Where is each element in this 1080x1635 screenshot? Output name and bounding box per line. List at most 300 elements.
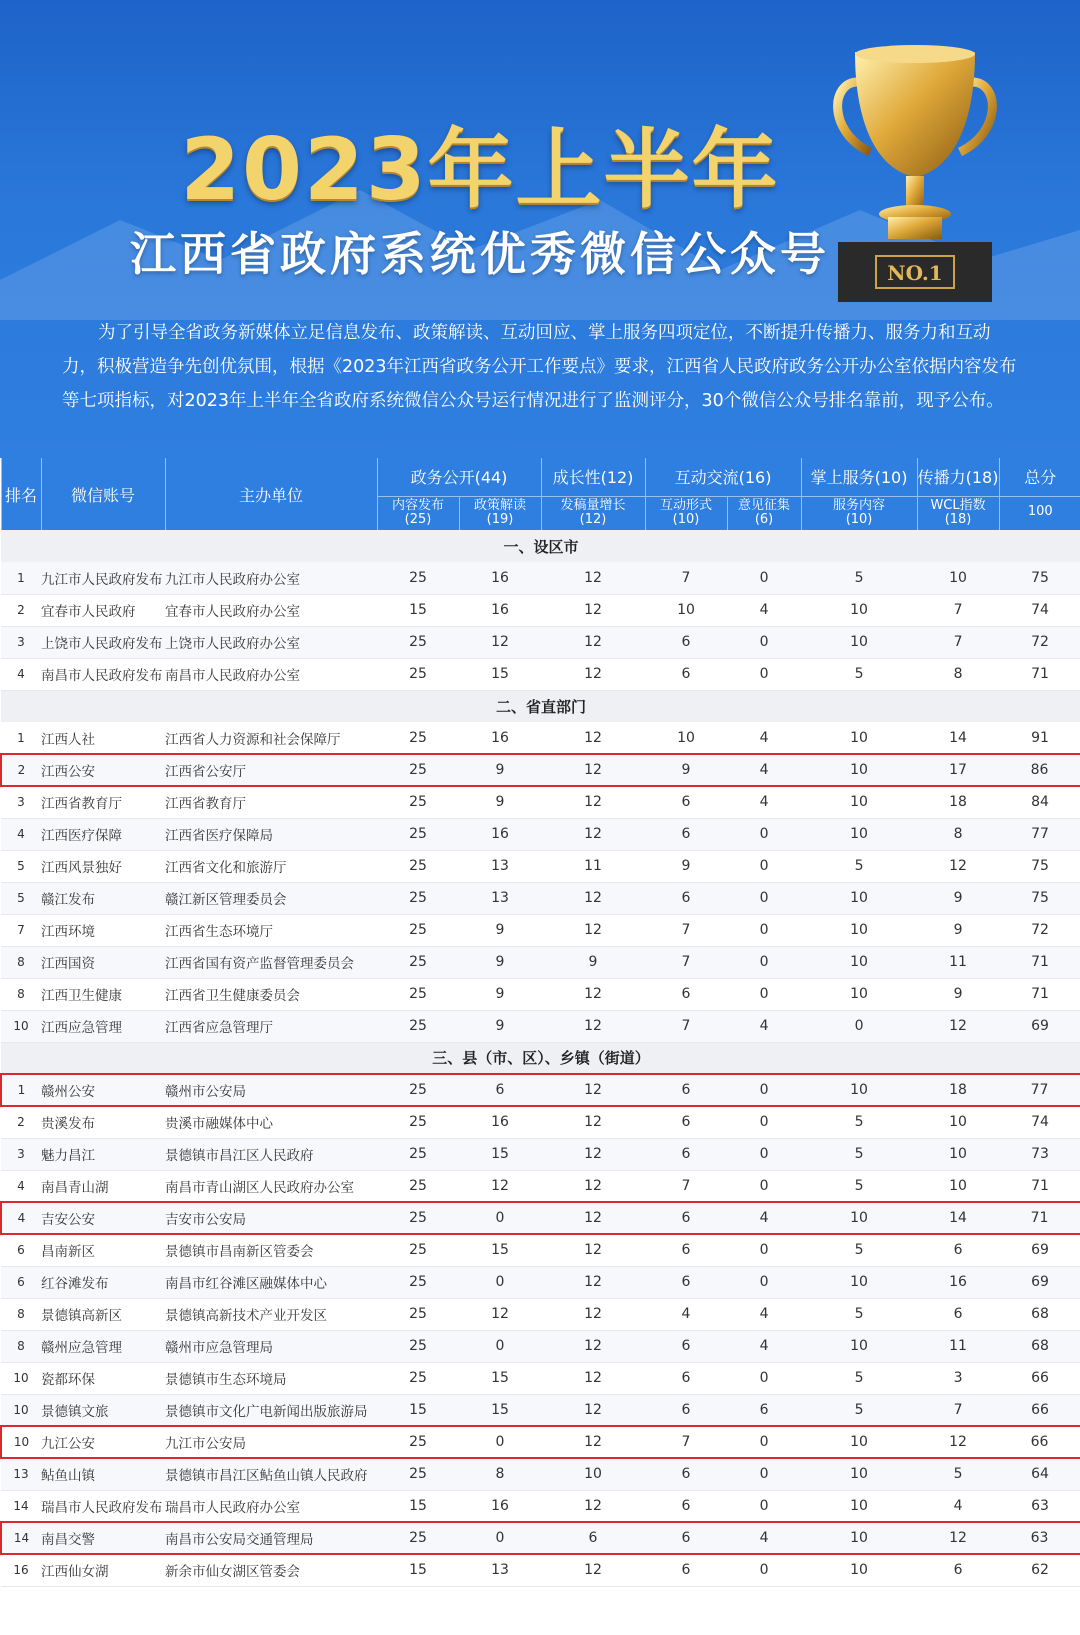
score-cell: 0 xyxy=(727,1106,801,1138)
org-cell: 江西省文化和旅游厅 xyxy=(165,850,377,882)
score-cell: 6 xyxy=(645,818,727,850)
header-group-total: 总分 xyxy=(999,458,1080,496)
score-cell: 10 xyxy=(801,786,917,818)
section-row xyxy=(1,530,1080,562)
score-cell: 25 xyxy=(377,1362,459,1394)
score-cell: 12 xyxy=(541,1138,645,1170)
score-cell: 25 xyxy=(377,1330,459,1362)
score-cell: 7 xyxy=(645,562,727,594)
section-row xyxy=(1,1042,1080,1074)
account-cell: 瑞昌市人民政府发布 xyxy=(41,1490,165,1522)
score-cell: 6 xyxy=(459,1074,541,1106)
score-cell: 12 xyxy=(541,722,645,754)
score-cell: 15 xyxy=(377,594,459,626)
org-cell: 南昌市公安局交通管理局 xyxy=(165,1522,377,1554)
score-cell: 12 xyxy=(541,562,645,594)
score-cell: 7 xyxy=(645,946,727,978)
score-cell: 0 xyxy=(727,1554,801,1586)
table-row xyxy=(1,1362,1080,1394)
score-cell: 11 xyxy=(917,946,999,978)
score-cell: 69 xyxy=(999,1266,1080,1298)
rank-cell: 10 xyxy=(1,1362,41,1394)
score-cell: 25 xyxy=(377,1266,459,1298)
table-row xyxy=(1,1234,1080,1266)
org-cell: 南昌市红谷滩区融媒体中心 xyxy=(165,1266,377,1298)
score-cell: 12 xyxy=(917,1426,999,1458)
score-cell: 12 xyxy=(541,1074,645,1106)
account-cell: 景德镇文旅 xyxy=(41,1394,165,1426)
score-cell: 10 xyxy=(801,1522,917,1554)
score-cell: 10 xyxy=(801,1330,917,1362)
score-cell: 6 xyxy=(645,882,727,914)
score-cell: 6 xyxy=(645,1138,727,1170)
score-cell: 91 xyxy=(999,722,1080,754)
org-cell: 南昌市青山湖区人民政府办公室 xyxy=(165,1170,377,1202)
score-cell: 16 xyxy=(459,562,541,594)
org-cell: 景德镇市昌江区人民政府 xyxy=(165,1138,377,1170)
table-row-highlighted xyxy=(1,1074,1080,1106)
org-cell: 景德镇市昌南新区管委会 xyxy=(165,1234,377,1266)
score-cell: 9 xyxy=(459,978,541,1010)
table-row xyxy=(1,1330,1080,1362)
score-cell: 6 xyxy=(645,658,727,690)
score-cell: 6 xyxy=(917,1234,999,1266)
score-cell: 12 xyxy=(541,882,645,914)
score-cell: 5 xyxy=(801,1170,917,1202)
org-cell: 新余市仙女湖区管委会 xyxy=(165,1554,377,1586)
account-cell: 魅力昌江 xyxy=(41,1138,165,1170)
account-cell: 江西省教育厅 xyxy=(41,786,165,818)
score-cell: 12 xyxy=(541,594,645,626)
header-group-growth: 成长性(12) xyxy=(541,458,645,496)
score-cell: 12 xyxy=(541,1266,645,1298)
score-cell: 12 xyxy=(541,1010,645,1042)
section-title: 一、设区市 xyxy=(1,530,1080,562)
score-cell: 25 xyxy=(377,1426,459,1458)
score-cell: 66 xyxy=(999,1362,1080,1394)
score-cell: 69 xyxy=(999,1234,1080,1266)
header-total: 100 xyxy=(999,496,1080,530)
score-cell: 9 xyxy=(917,914,999,946)
score-cell: 16 xyxy=(917,1266,999,1298)
score-cell: 5 xyxy=(801,1298,917,1330)
score-cell: 4 xyxy=(645,1298,727,1330)
rank-cell: 5 xyxy=(1,850,41,882)
rank-cell: 5 xyxy=(1,882,41,914)
table-row xyxy=(1,1490,1080,1522)
org-cell: 贵溪市融媒体中心 xyxy=(165,1106,377,1138)
org-cell: 江西省公安厅 xyxy=(165,754,377,786)
rank-cell: 14 xyxy=(1,1490,41,1522)
score-cell: 6 xyxy=(645,786,727,818)
score-cell: 6 xyxy=(645,1554,727,1586)
score-cell: 5 xyxy=(801,1362,917,1394)
score-cell: 5 xyxy=(801,1394,917,1426)
account-cell: 江西环境 xyxy=(41,914,165,946)
account-cell: 江西仙女湖 xyxy=(41,1554,165,1586)
table-row-highlighted xyxy=(1,754,1080,786)
score-cell: 68 xyxy=(999,1330,1080,1362)
table-row xyxy=(1,1266,1080,1298)
rank-cell: 1 xyxy=(1,562,41,594)
table-row xyxy=(1,978,1080,1010)
rank-cell: 1 xyxy=(1,722,41,754)
rank-cell: 4 xyxy=(1,1202,41,1234)
rank-cell: 3 xyxy=(1,786,41,818)
score-cell: 25 xyxy=(377,1234,459,1266)
account-cell: 江西风景独好 xyxy=(41,850,165,882)
rank-cell: 8 xyxy=(1,946,41,978)
score-cell: 63 xyxy=(999,1490,1080,1522)
score-cell: 4 xyxy=(727,1298,801,1330)
table-row xyxy=(1,562,1080,594)
rank-cell: 8 xyxy=(1,1330,41,1362)
score-cell: 10 xyxy=(801,1426,917,1458)
score-cell: 17 xyxy=(917,754,999,786)
account-cell: 赣州应急管理 xyxy=(41,1330,165,1362)
account-cell: 江西卫生健康 xyxy=(41,978,165,1010)
rank-cell: 14 xyxy=(1,1522,41,1554)
score-cell: 10 xyxy=(801,914,917,946)
score-cell: 9 xyxy=(917,978,999,1010)
score-cell: 9 xyxy=(459,786,541,818)
score-cell: 5 xyxy=(801,1138,917,1170)
account-cell: 吉安公安 xyxy=(41,1202,165,1234)
score-cell: 7 xyxy=(917,1394,999,1426)
score-cell: 5 xyxy=(801,658,917,690)
score-cell: 12 xyxy=(459,1298,541,1330)
table-row xyxy=(1,946,1080,978)
score-cell: 10 xyxy=(917,1106,999,1138)
hero-banner xyxy=(0,0,1080,458)
score-cell: 12 xyxy=(459,1170,541,1202)
score-cell: 12 xyxy=(541,914,645,946)
table-row xyxy=(1,722,1080,754)
score-cell: 68 xyxy=(999,1298,1080,1330)
score-cell: 9 xyxy=(645,754,727,786)
score-cell: 6 xyxy=(645,1362,727,1394)
score-cell: 6 xyxy=(645,1202,727,1234)
score-cell: 10 xyxy=(917,1170,999,1202)
score-cell: 15 xyxy=(377,1554,459,1586)
score-cell: 4 xyxy=(727,1330,801,1362)
score-cell: 25 xyxy=(377,786,459,818)
account-cell: 瓷都环保 xyxy=(41,1362,165,1394)
header-opinion: 意见征集 (6) xyxy=(727,496,801,530)
score-cell: 7 xyxy=(917,626,999,658)
rank-cell: 6 xyxy=(1,1266,41,1298)
score-cell: 9 xyxy=(459,946,541,978)
org-cell: 江西省教育厅 xyxy=(165,786,377,818)
score-cell: 4 xyxy=(727,722,801,754)
score-cell: 14 xyxy=(917,722,999,754)
section-title: 三、县（市、区）、乡镇（街道） xyxy=(1,1042,1080,1074)
org-cell: 上饶市人民政府办公室 xyxy=(165,626,377,658)
score-cell: 8 xyxy=(459,1458,541,1490)
header-group-public: 政务公开(44) xyxy=(377,458,541,496)
score-cell: 25 xyxy=(377,722,459,754)
org-cell: 吉安市公安局 xyxy=(165,1202,377,1234)
score-cell: 10 xyxy=(801,626,917,658)
account-cell: 宜春市人民政府 xyxy=(41,594,165,626)
table-row-highlighted xyxy=(1,1522,1080,1554)
score-cell: 0 xyxy=(727,626,801,658)
rank-cell: 8 xyxy=(1,978,41,1010)
score-cell: 4 xyxy=(727,1522,801,1554)
score-cell: 25 xyxy=(377,1138,459,1170)
score-cell: 63 xyxy=(999,1522,1080,1554)
score-cell: 12 xyxy=(541,786,645,818)
score-cell: 0 xyxy=(459,1330,541,1362)
score-cell: 10 xyxy=(801,1266,917,1298)
score-cell: 71 xyxy=(999,1202,1080,1234)
score-cell: 4 xyxy=(727,1202,801,1234)
score-cell: 0 xyxy=(727,658,801,690)
score-cell: 12 xyxy=(541,1106,645,1138)
score-cell: 25 xyxy=(377,1106,459,1138)
score-cell: 25 xyxy=(377,658,459,690)
rank-cell: 3 xyxy=(1,1138,41,1170)
score-cell: 12 xyxy=(541,818,645,850)
score-cell: 9 xyxy=(459,754,541,786)
score-cell: 6 xyxy=(645,1490,727,1522)
header-form: 互动形式 (10) xyxy=(645,496,727,530)
account-cell: 江西人社 xyxy=(41,722,165,754)
score-cell: 0 xyxy=(727,882,801,914)
score-cell: 0 xyxy=(801,1010,917,1042)
score-cell: 10 xyxy=(801,1074,917,1106)
header-group-interact: 互动交流(16) xyxy=(645,458,801,496)
score-cell: 6 xyxy=(645,1234,727,1266)
org-cell: 九江市人民政府办公室 xyxy=(165,562,377,594)
org-cell: 江西省应急管理厅 xyxy=(165,1010,377,1042)
score-cell: 62 xyxy=(999,1554,1080,1586)
score-cell: 25 xyxy=(377,626,459,658)
score-cell: 7 xyxy=(645,1170,727,1202)
score-cell: 4 xyxy=(727,754,801,786)
score-cell: 10 xyxy=(917,1138,999,1170)
score-cell: 10 xyxy=(801,818,917,850)
score-cell: 4 xyxy=(917,1490,999,1522)
account-cell: 南昌市人民政府发布 xyxy=(41,658,165,690)
score-cell: 13 xyxy=(459,1554,541,1586)
trophy-icon xyxy=(820,42,1010,302)
org-cell: 江西省国有资产监督管理委员会 xyxy=(165,946,377,978)
score-cell: 25 xyxy=(377,754,459,786)
table-row xyxy=(1,1010,1080,1042)
table-row xyxy=(1,1106,1080,1138)
score-cell: 12 xyxy=(541,626,645,658)
score-cell: 10 xyxy=(801,1202,917,1234)
score-cell: 0 xyxy=(459,1522,541,1554)
score-cell: 10 xyxy=(645,722,727,754)
rank-cell: 7 xyxy=(1,914,41,946)
score-cell: 25 xyxy=(377,1522,459,1554)
score-cell: 12 xyxy=(541,1234,645,1266)
org-cell: 赣江新区管理委员会 xyxy=(165,882,377,914)
score-cell: 25 xyxy=(377,882,459,914)
account-cell: 景德镇高新区 xyxy=(41,1298,165,1330)
score-cell: 10 xyxy=(801,722,917,754)
rank-cell: 3 xyxy=(1,626,41,658)
score-cell: 12 xyxy=(541,1330,645,1362)
score-cell: 0 xyxy=(727,1234,801,1266)
header-org: 主办单位 xyxy=(165,458,377,530)
account-cell: 江西国资 xyxy=(41,946,165,978)
score-cell: 12 xyxy=(541,754,645,786)
table-row xyxy=(1,1138,1080,1170)
org-cell: 江西省人力资源和社会保障厅 xyxy=(165,722,377,754)
score-cell: 8 xyxy=(917,658,999,690)
header-group-spread: 传播力(18) xyxy=(917,458,999,496)
org-cell: 赣州市公安局 xyxy=(165,1074,377,1106)
account-cell: 江西医疗保障 xyxy=(41,818,165,850)
score-cell: 25 xyxy=(377,850,459,882)
score-cell: 10 xyxy=(801,1554,917,1586)
score-cell: 6 xyxy=(645,978,727,1010)
table-row xyxy=(1,882,1080,914)
score-cell: 77 xyxy=(999,818,1080,850)
account-cell: 南昌青山湖 xyxy=(41,1170,165,1202)
table-row xyxy=(1,1394,1080,1426)
org-cell: 瑞昌市人民政府办公室 xyxy=(165,1490,377,1522)
table-row xyxy=(1,818,1080,850)
score-cell: 12 xyxy=(459,626,541,658)
score-cell: 0 xyxy=(727,1458,801,1490)
score-cell: 18 xyxy=(917,786,999,818)
score-cell: 6 xyxy=(541,1522,645,1554)
score-cell: 25 xyxy=(377,1458,459,1490)
score-cell: 6 xyxy=(645,1522,727,1554)
table-row-highlighted xyxy=(1,1426,1080,1458)
score-cell: 0 xyxy=(727,946,801,978)
score-cell: 12 xyxy=(917,1522,999,1554)
score-cell: 16 xyxy=(459,818,541,850)
score-cell: 9 xyxy=(459,1010,541,1042)
score-cell: 15 xyxy=(459,658,541,690)
score-cell: 0 xyxy=(727,1266,801,1298)
score-cell: 11 xyxy=(917,1330,999,1362)
score-cell: 0 xyxy=(727,1490,801,1522)
account-cell: 上饶市人民政府发布 xyxy=(41,626,165,658)
score-cell: 9 xyxy=(645,850,727,882)
score-cell: 6 xyxy=(727,1394,801,1426)
score-cell: 4 xyxy=(727,594,801,626)
header-growth: 发稿量增长 (12) xyxy=(541,496,645,530)
score-cell: 0 xyxy=(727,1170,801,1202)
score-cell: 69 xyxy=(999,1010,1080,1042)
rank-cell: 16 xyxy=(1,1554,41,1586)
score-cell: 12 xyxy=(541,1170,645,1202)
org-cell: 宜春市人民政府办公室 xyxy=(165,594,377,626)
score-cell: 7 xyxy=(645,1010,727,1042)
score-cell: 25 xyxy=(377,1202,459,1234)
table-row xyxy=(1,594,1080,626)
score-cell: 5 xyxy=(801,1234,917,1266)
org-cell: 江西省医疗保障局 xyxy=(165,818,377,850)
score-cell: 75 xyxy=(999,850,1080,882)
account-cell: 赣江发布 xyxy=(41,882,165,914)
score-cell: 12 xyxy=(541,1298,645,1330)
org-cell: 景德镇市生态环境局 xyxy=(165,1362,377,1394)
rank-cell: 2 xyxy=(1,594,41,626)
org-cell: 南昌市人民政府办公室 xyxy=(165,658,377,690)
account-cell: 九江市人民政府发布 xyxy=(41,562,165,594)
score-cell: 75 xyxy=(999,562,1080,594)
table-row xyxy=(1,1554,1080,1586)
table-row xyxy=(1,658,1080,690)
score-cell: 6 xyxy=(645,626,727,658)
score-cell: 84 xyxy=(999,786,1080,818)
table-body xyxy=(1,530,1080,1586)
rank-cell: 2 xyxy=(1,1106,41,1138)
account-cell: 江西应急管理 xyxy=(41,1010,165,1042)
table-row-highlighted xyxy=(1,1202,1080,1234)
score-cell: 10 xyxy=(801,1458,917,1490)
score-cell: 5 xyxy=(801,850,917,882)
table-row xyxy=(1,914,1080,946)
score-cell: 0 xyxy=(459,1202,541,1234)
score-cell: 13 xyxy=(459,850,541,882)
org-cell: 九江市公安局 xyxy=(165,1426,377,1458)
score-cell: 0 xyxy=(459,1266,541,1298)
hero-year: 2023年上半年 xyxy=(180,120,780,220)
score-cell: 6 xyxy=(917,1298,999,1330)
account-cell: 红谷滩发布 xyxy=(41,1266,165,1298)
score-cell: 15 xyxy=(459,1234,541,1266)
score-cell: 73 xyxy=(999,1138,1080,1170)
score-cell: 9 xyxy=(459,914,541,946)
score-cell: 12 xyxy=(917,1010,999,1042)
score-cell: 7 xyxy=(917,594,999,626)
account-cell: 鲇鱼山镇 xyxy=(41,1458,165,1490)
score-cell: 71 xyxy=(999,658,1080,690)
score-cell: 25 xyxy=(377,1170,459,1202)
score-cell: 10 xyxy=(801,1490,917,1522)
score-cell: 12 xyxy=(917,850,999,882)
section-row xyxy=(1,690,1080,722)
score-cell: 6 xyxy=(917,1554,999,1586)
score-cell: 25 xyxy=(377,1298,459,1330)
account-cell: 江西公安 xyxy=(41,754,165,786)
score-cell: 4 xyxy=(727,1010,801,1042)
score-cell: 6 xyxy=(645,1074,727,1106)
table-row xyxy=(1,626,1080,658)
score-cell: 10 xyxy=(541,1458,645,1490)
score-cell: 71 xyxy=(999,946,1080,978)
score-cell: 12 xyxy=(541,1362,645,1394)
score-cell: 0 xyxy=(727,818,801,850)
score-cell: 16 xyxy=(459,1106,541,1138)
score-cell: 12 xyxy=(541,1202,645,1234)
score-cell: 12 xyxy=(541,658,645,690)
score-cell: 72 xyxy=(999,914,1080,946)
score-cell: 0 xyxy=(727,1138,801,1170)
header-content: 内容发布 (25) xyxy=(377,496,459,530)
org-cell: 景德镇高新技术产业开发区 xyxy=(165,1298,377,1330)
score-cell: 12 xyxy=(541,1426,645,1458)
hero-title: 江西省政府系统优秀微信公众号 xyxy=(130,227,830,281)
header-wcl: WCL指数 (18) xyxy=(917,496,999,530)
rank-cell: 4 xyxy=(1,818,41,850)
score-cell: 6 xyxy=(645,1394,727,1426)
header-policy: 政策解读 (19) xyxy=(459,496,541,530)
score-cell: 7 xyxy=(645,1426,727,1458)
score-cell: 16 xyxy=(459,1490,541,1522)
score-cell: 10 xyxy=(801,594,917,626)
score-cell: 72 xyxy=(999,626,1080,658)
score-cell: 3 xyxy=(917,1362,999,1394)
